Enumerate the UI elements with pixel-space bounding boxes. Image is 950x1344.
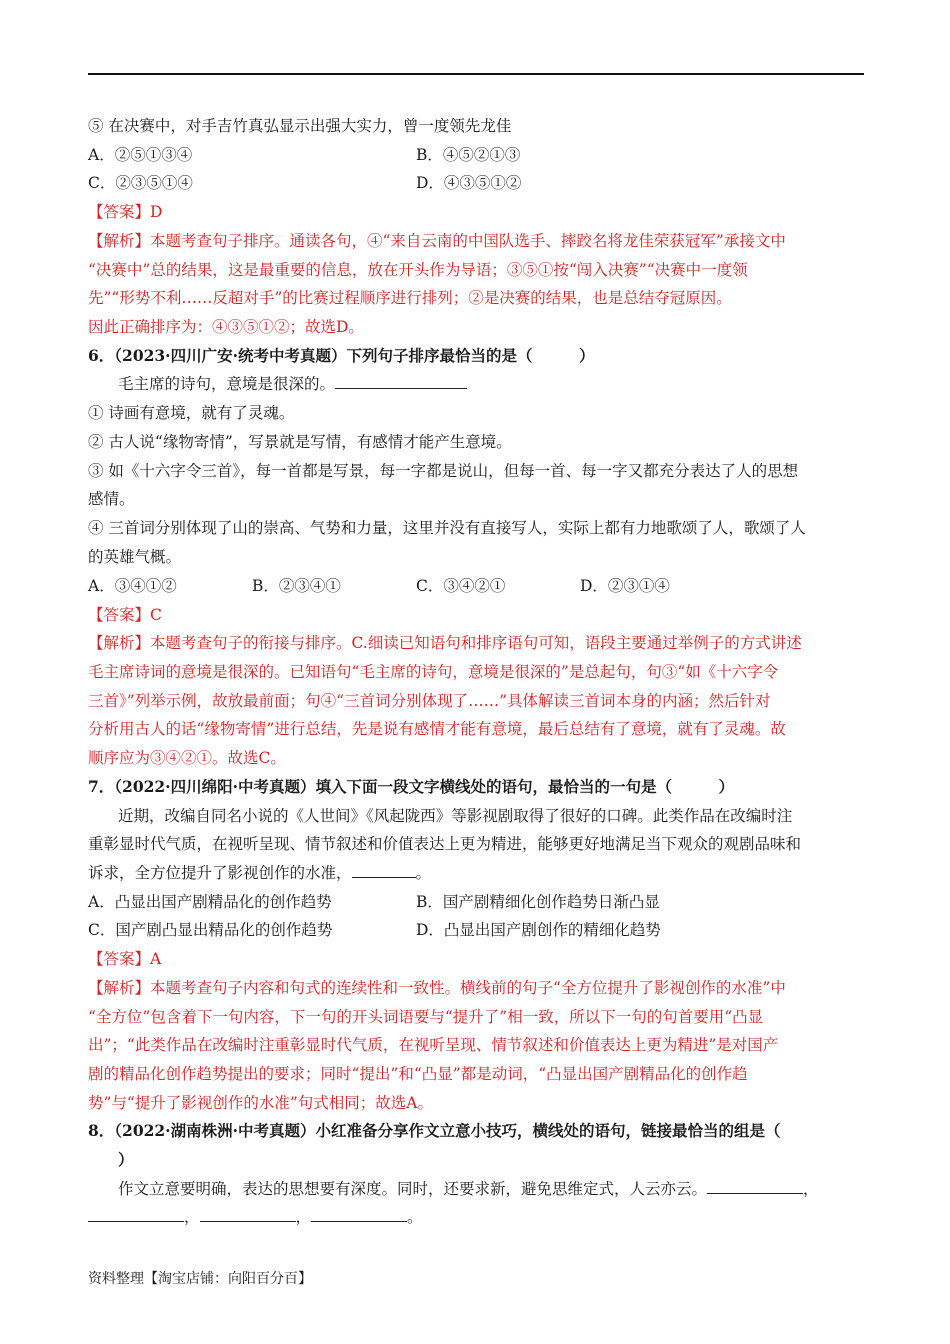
q7-paragraph-line: 近期，改编自同名小说的《人世间》《风起陇西》等影视剧取得了很好的口碑。此类作品在改编时注 — [118, 807, 793, 825]
q7-analysis-line: 出”；“此类作品在改编时注重彰显时代气质，在视听呈现、情节叙述和价值表达上更为精进”是对国产 — [88, 1036, 779, 1054]
q6-option-d: D．②③①④ — [580, 577, 670, 595]
q5-analysis-line: 因此正确排序为：④③⑤①②；故选D。 — [88, 318, 364, 336]
q7-para-text: 诉求，全方位提升了影视创作的水准， — [88, 864, 352, 882]
q7-paragraph-line: 重彰显时代气质，在视听呈现、情节叙述和价值表达上更为精进，能够更好地满足当下观众的观剧品味和 — [88, 835, 802, 853]
q7-analysis-line: “全方位”包含着下一句内容，下一句的开头词语要与“提升了”相一致，所以下一句的句首要用“凸显 — [88, 1008, 764, 1026]
q6-item: ② 古人说“缘物寄情”，写景就是写情，有感情才能产生意境。 — [88, 433, 512, 451]
q6-item: ① 诗画有意境，就有了灵魂。 — [88, 404, 295, 422]
q7-option-d: D．凸显出国产剧创作的精细化趋势 — [416, 921, 661, 939]
q7-option-b: B．国产剧精细化创作趋势日渐凸显 — [416, 893, 660, 911]
q7-option-a: A．凸显出国产剧精品化的创作趋势 — [88, 893, 332, 911]
q6-analysis-line: 顺序应为③④②①。故选C。 — [88, 749, 286, 767]
q8-para-text: 作文立意要明确，表达的思想要有深度。同时，还要求新，避免思维定式，人云亦云。 — [118, 1180, 708, 1198]
q6-analysis-line: 毛主席诗词的意境是很深的。已知语句“毛主席的诗句，意境是很深的”是总起句，句③“如《十六字令 — [88, 663, 779, 681]
q7-para-end: 。 — [415, 864, 432, 882]
q6-option-a: A．③④①② — [88, 577, 177, 595]
q5-option-b: B．④⑤②①③ — [416, 146, 521, 164]
q5-answer: 【答案】D — [88, 203, 163, 221]
q5-analysis-line: 【解析】本题考查句子排序。通读各句，④“来自云南的中国队选手、摔跤名将龙佳荣获冠军”承接文中 — [88, 232, 786, 250]
q5-option-a: A．②⑤①③④ — [88, 146, 193, 164]
q5-analysis-line: “决赛中”总的结果，这是最重要的信息，放在开头作为导语；③⑤①按“闯入决赛”“决赛中一度领 — [88, 261, 748, 279]
q8-blank — [200, 1207, 296, 1222]
q6-item: ③ 如《十六字令三首》，每一首都是写景，每一字都是说山，但每一首、每一字又都充分表达了人的思想 — [88, 462, 799, 480]
q6-analysis-line: 分析用古人的话“缘物寄情”进行总结，先是说有感情才能有意境，最后总结有了意境，就有了灵魂。故 — [88, 720, 786, 738]
q8-comma: ， — [184, 1208, 200, 1226]
q6-item: 感情。 — [88, 490, 135, 508]
header-rule — [88, 73, 864, 75]
q6-option-b: B．②③④① — [252, 577, 341, 595]
q8-paragraph-line — [88, 1206, 423, 1228]
q8-blank — [311, 1207, 407, 1222]
q7-stem: 7．（2022·四川绵阳·中考真题）填入下面一段文字横线处的语句，最恰当的一句是（ ） — [88, 777, 734, 796]
q5-item-5: ⑤ 在决赛中，对手吉竹真弘显示出强大实力，曾一度领先龙佳 — [88, 117, 512, 135]
q7-analysis-line: 势”与“提升了影视创作的水准”句式相同；故选A。 — [88, 1094, 433, 1112]
q8-blank — [88, 1207, 184, 1222]
q7-analysis-line: 【解析】本题考查句子内容和句式的连续性和一致性。横线前的句子“全方位提升了影视创作的水准”中 — [88, 979, 786, 997]
q8-stem: 8．（2022·湖南株洲·中考真题）小红准备分享作文立意小技巧，横线处的语句，链接最恰当的组是（ — [88, 1121, 781, 1140]
q6-item: ④ 三首词分别体现了山的崇高、气势和力量，这里并没有直接写人，实际上都有力地歌颂了人，歌颂了人 — [88, 519, 806, 537]
q6-answer: 【答案】C — [88, 606, 162, 624]
q6-stem: 6．（2023·四川广安·统考中考真题）下列句子排序最恰当的是（ ） — [88, 346, 595, 365]
q6-item: 的英雄气概。 — [88, 548, 182, 566]
q7-analysis-line: 剧的精品化创作趋势提出的要求；同时“提出”和“凸显”都是动词，“凸显出国产剧精品化的创作趋 — [88, 1065, 748, 1083]
q7-answer: 【答案】A — [88, 950, 162, 968]
q8-period: 。 — [407, 1208, 423, 1226]
q8-comma: ， — [295, 1208, 312, 1226]
q6-option-c: C．③④②① — [416, 577, 506, 595]
q6-analysis-line: 三首》”列举示例，故放最前面；句④“三首词分别体现了……”具体解读三首词本身的内涵；然后针对 — [88, 692, 771, 710]
q8-paragraph-line — [118, 1178, 819, 1200]
q6-lead — [118, 373, 467, 395]
q6-analysis-line: 【解析】本题考查句子的衔接与排序。C.细读已知语句和排序语句可知，语段主要通过举例子的方式讲述 — [88, 634, 802, 652]
q6-blank — [335, 374, 467, 389]
q6-lead-text: 毛主席的诗句，意境是很深的。 — [118, 375, 336, 393]
q8-blank — [707, 1179, 803, 1194]
q7-option-c: C．国产剧凸显出精品化的创作趋势 — [88, 921, 333, 939]
q5-option-d: D．④③⑤①② — [416, 174, 522, 192]
q5-analysis-line: 先”“形势不利……反超对手”的比赛过程顺序进行排列；②是决赛的结果，也是总结夺冠原因。 — [88, 289, 732, 307]
q8-stem-end: ） — [118, 1150, 134, 1169]
q7-paragraph-line — [88, 862, 431, 884]
q8-comma: ， — [803, 1180, 819, 1198]
q5-option-c: C．②③⑤①④ — [88, 174, 193, 192]
q7-blank — [352, 863, 416, 878]
page-footer: 资料整理【淘宝店铺：向阳百分百】 — [88, 1271, 312, 1287]
